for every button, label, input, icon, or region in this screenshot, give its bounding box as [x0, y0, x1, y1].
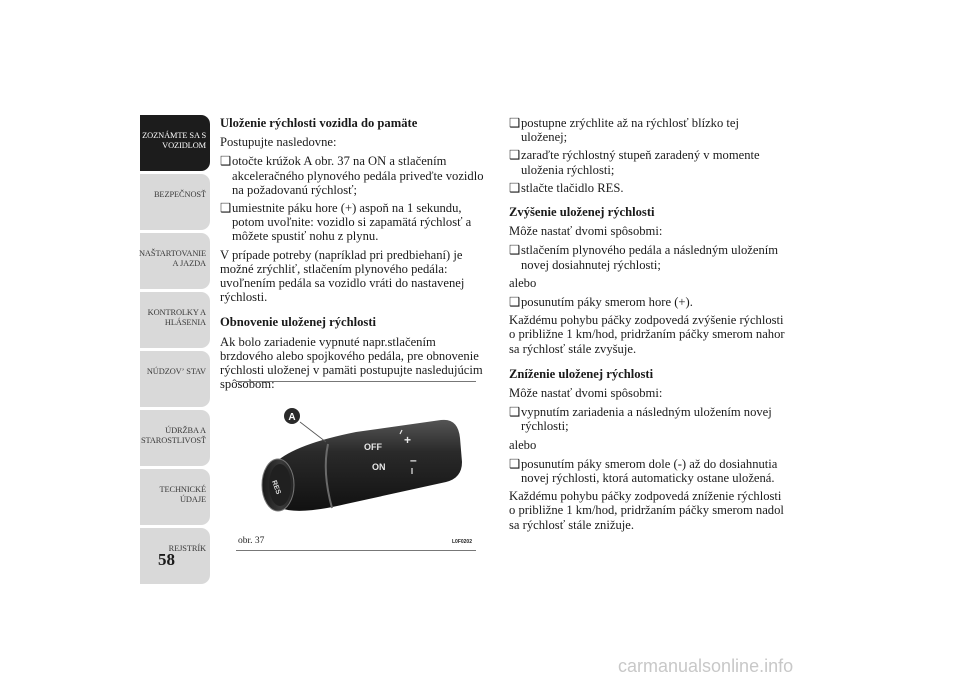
tab-nudzovy-stav[interactable] — [140, 351, 210, 407]
bullet-item: ❑ posunutím páky smerom hore (+). — [509, 295, 693, 310]
tab-label: TECHNICKÉ ÚDAJE — [159, 485, 206, 504]
paragraph: Každému pohybu páčky zodpovedá zvýšenie rýchlosti o približne 1 km/hod, pridržaním páčky smerom nahor sa rýchlosť stále zvyšuje. — [509, 313, 785, 356]
section-heading: Zvýšenie uloženej rýchlosti — [509, 205, 655, 220]
figure-caption: obr. 37 — [238, 536, 265, 546]
tab-label: NAŠTARTOVANIE A JAZDA — [138, 249, 206, 268]
paragraph: Postupujte nasledovne: — [220, 135, 337, 150]
bullet-item: ❑ vypnutím zariadenia a následným uložením novej rýchlosti; — [509, 405, 772, 434]
tab-bezpecnost[interactable] — [140, 174, 210, 230]
checkbox-bullet-icon: ❑ — [509, 405, 521, 420]
plus-label: + — [404, 433, 412, 447]
checkbox-bullet-icon: ❑ — [220, 201, 232, 216]
on-label: ON — [372, 462, 386, 472]
checkbox-bullet-icon: ❑ — [509, 148, 521, 163]
res-label: RES — [270, 479, 282, 496]
paragraph: Môže nastať dvomi spôsobmi: — [509, 224, 663, 239]
bullet-item: ❑ otočte krúžok A obr. 37 na ON a stlačením akceleračného plynového pedála priveďte vozidlo na požadovanú rýchlosť; — [220, 154, 484, 197]
tab-label: KONTROLKY A HLÁSENIA — [147, 308, 206, 327]
paragraph: Môže nastať dvomi spôsobmi: — [509, 386, 663, 401]
checkbox-bullet-icon: ❑ — [509, 180, 521, 195]
bullet-item: ❑ zaraďte rýchlostný stupeň zaradený v momente uloženia rýchlosti; — [509, 148, 760, 177]
checkbox-bullet-icon: ❑ — [509, 243, 521, 258]
tab-label: REJSTRÍK — [168, 544, 206, 553]
checkbox-bullet-icon: ❑ — [220, 154, 232, 169]
checkbox-bullet-icon: ❑ — [509, 295, 521, 310]
tab-label: ÚDRŽBA A STAROSTLIVOSŤ — [140, 426, 206, 445]
tab-kontrolky[interactable] — [140, 292, 210, 348]
figure-cruise-lever — [236, 381, 476, 551]
checkbox-bullet-icon: ❑ — [509, 456, 521, 471]
tab-technicke-udaje[interactable] — [140, 469, 210, 525]
bullet-item: ❑ postupne zrýchlite až na rýchlosť blízko tej uloženej; — [509, 116, 740, 145]
tab-label: NÚDZOVʼ STAV — [146, 367, 206, 376]
tab-udrzba[interactable] — [140, 410, 210, 466]
off-label: OFF — [364, 442, 382, 452]
checkbox-bullet-icon: ❑ — [509, 116, 521, 130]
label-a: A — [288, 412, 296, 423]
section-heading: Uloženie rýchlosti vozidla do pamäte — [220, 116, 418, 130]
tab-label: BEZPEČNOSŤ — [153, 190, 206, 199]
left-column — [220, 116, 492, 396]
paragraph: V prípade potreby (napríklad pri predbiehaní) je možné zrýchliť, stlačením plynového pedála: uvoľnením pedála sa vozidlo vráti do nastavenej rýchlosti. — [220, 247, 465, 305]
bullet-item: ❑ umiestnite páku hore (+) aspoň na 1 sekundu, potom uvoľnite: vozidlo si zapamätá rýchlosť a môžete spustiť nohu z plynu. — [220, 201, 472, 244]
chapter-tabs — [140, 115, 210, 584]
paragraph: alebo — [509, 437, 537, 452]
lever-body — [276, 420, 462, 511]
section-heading: Zníženie uloženej rýchlosti — [509, 366, 654, 381]
minus-label: – — [410, 453, 417, 467]
paragraph: Ak bolo zariadenie vypnuté napr.stlačením brzdového alebo spojkového pedála, pre obnovenie rýchlosti uloženej v pamäti postupujte nasledujúcim spôsobom: — [220, 334, 483, 392]
page-number: 58 — [158, 550, 175, 569]
section-heading: Obnovenie uloženej rýchlosti — [220, 315, 377, 330]
tab-nastartovanie[interactable] — [140, 233, 210, 289]
figure-code: L0F0202 — [451, 539, 472, 545]
bullet-item: ❑ posunutím páky smerom dole (-) až do dosiahnutia novej rýchlosti, ktorá automaticky ostane uložená. — [509, 456, 778, 486]
paragraph: alebo — [509, 275, 537, 290]
leader-line — [300, 422, 326, 442]
bullet-item: ❑ stlačte tlačidlo RES. — [509, 180, 624, 195]
bullet-item: ❑ stlačením plynového pedála a následným uložením novej dosiahnutej rýchlosti; — [509, 243, 779, 272]
tab-rejstrik[interactable] — [140, 528, 210, 584]
watermark: carmanualsonline.info — [618, 656, 794, 676]
right-column — [509, 116, 785, 537]
lever-illustration — [236, 382, 476, 550]
tab-zoznamte-sa[interactable] — [140, 115, 210, 171]
paragraph: Každému pohybu páčky zodpovedá zníženie rýchlosti o približne 1 km/hod, pridržaním páčky smerom nadol sa rýchlosť stále znižuje. — [509, 489, 784, 532]
tab-label: ZOZNÁMTE SA S VOZIDLOM — [142, 131, 206, 150]
